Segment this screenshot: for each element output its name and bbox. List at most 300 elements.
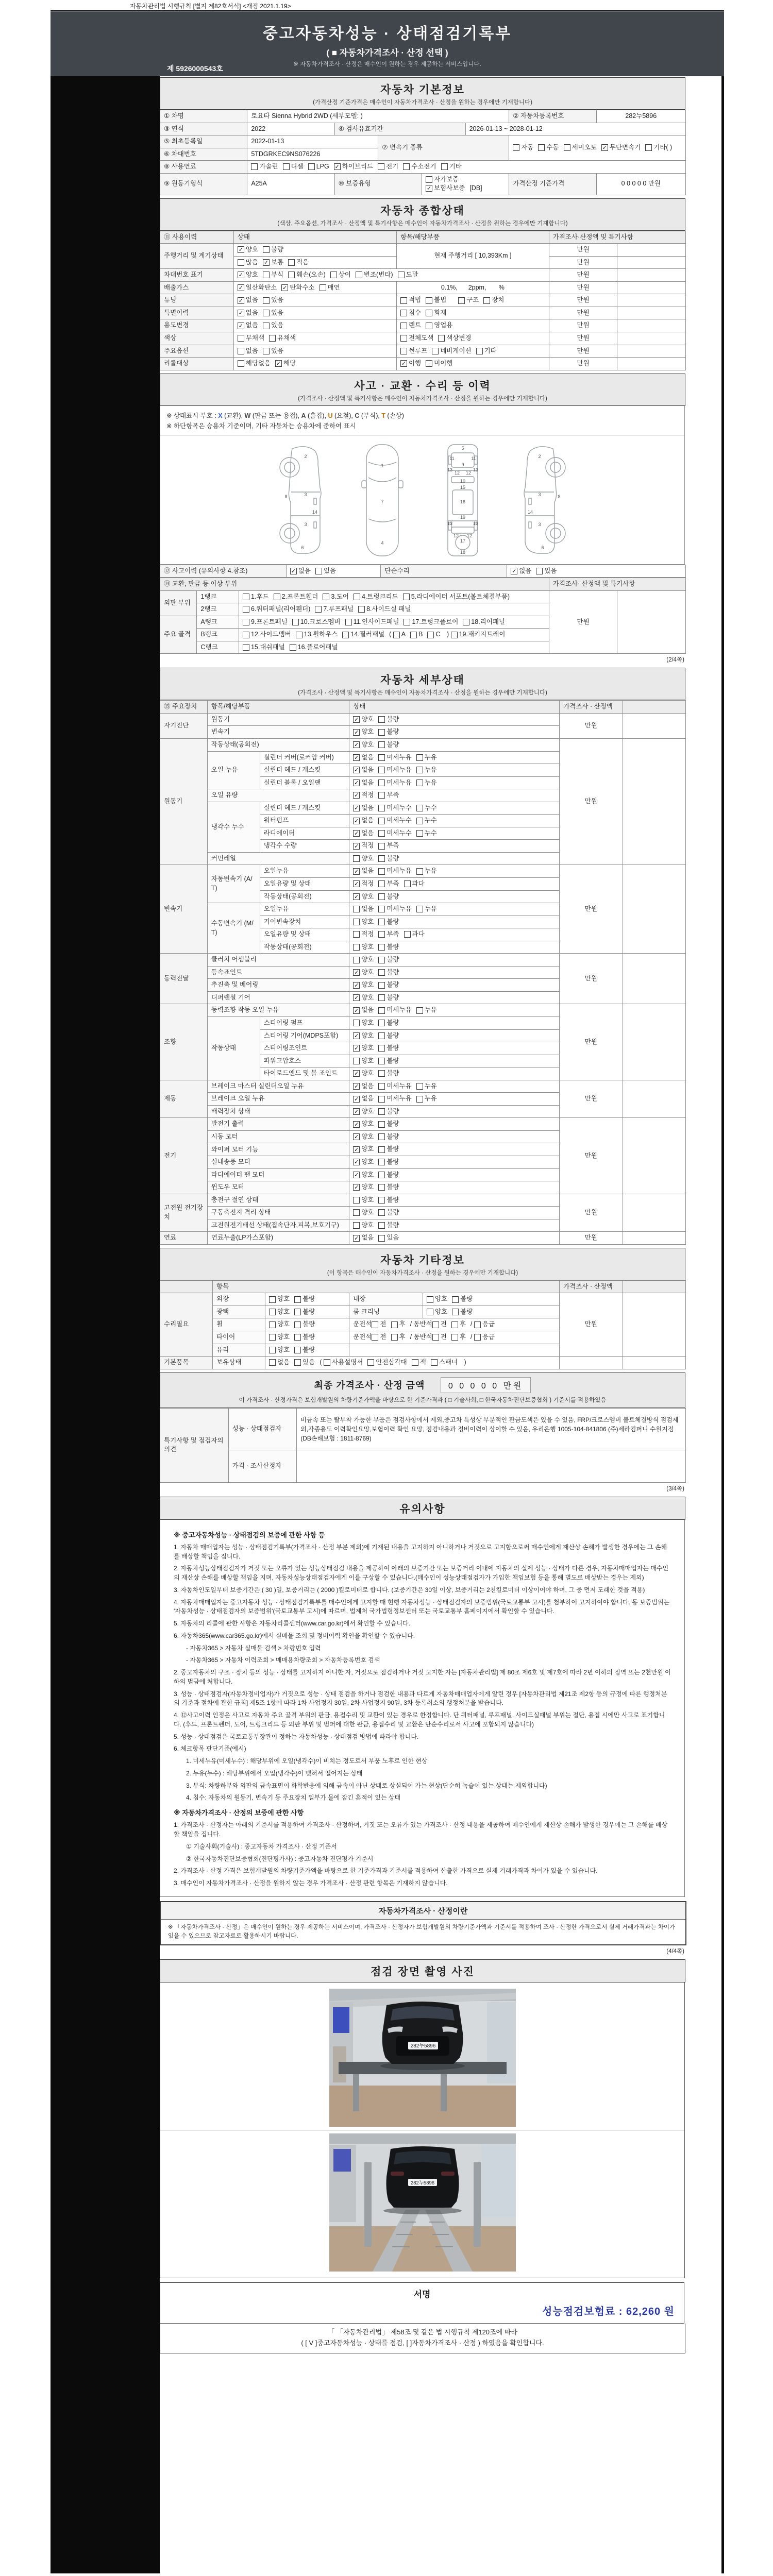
- checkbox-없음[interactable]: [290, 567, 311, 576]
- checkbox-미세누유[interactable]: [378, 867, 411, 876]
- checkbox-불량[interactable]: [378, 715, 399, 724]
- checkbox-불량[interactable]: [452, 1295, 473, 1304]
- checkbox-label: 18.리어패널: [471, 618, 505, 625]
- document-header-note: ※ 자동차가격조사 · 산정은 매수인이 원하는 경우 제공하는 서비스입니다.: [293, 61, 481, 67]
- checkbox-미세누유[interactable]: [378, 753, 411, 762]
- checkbox-8.사이드실 패널[interactable]: [358, 605, 411, 614]
- checkbox-box-icon: [416, 754, 423, 761]
- checkbox-있음[interactable]: [263, 309, 283, 318]
- checkbox-양호[interactable]: [353, 955, 374, 964]
- checkbox-자가보증[interactable]: [426, 175, 459, 184]
- checkbox-label: 1.후드: [250, 592, 269, 600]
- checkbox-누수[interactable]: [416, 829, 437, 838]
- checkbox-네비게이션[interactable]: [432, 347, 471, 356]
- checkbox-불량[interactable]: [378, 1057, 399, 1066]
- checkbox-11.인사이드패널[interactable]: [345, 618, 399, 627]
- checkbox-과다[interactable]: [404, 879, 425, 889]
- checkbox-A[interactable]: [393, 630, 406, 639]
- checkbox-양호[interactable]: [353, 1057, 374, 1066]
- car-part-number-11: 11: [470, 455, 476, 461]
- label-cell: 구동축전지 격리 상태: [207, 1207, 349, 1219]
- value-cell: [349, 1156, 560, 1169]
- checkbox-스패너[interactable]: [431, 1358, 458, 1367]
- license-plate-text-rear: 282누5896: [410, 2180, 434, 2187]
- checkbox-5.라디에이터 서포트(볼트체결부품)[interactable]: [403, 592, 510, 602]
- checkbox-많음[interactable]: [238, 258, 258, 267]
- checkbox-없음[interactable]: [353, 905, 374, 914]
- checkbox-미세누수[interactable]: [378, 804, 411, 813]
- checkbox-box-icon: [263, 323, 270, 329]
- checkbox-group: [353, 1209, 404, 1216]
- checkbox-불량[interactable]: [378, 1196, 399, 1205]
- checkbox-양호[interactable]: [353, 1107, 374, 1116]
- checkbox-불량[interactable]: [378, 892, 399, 902]
- checkbox-16.플로어패널[interactable]: [290, 643, 338, 652]
- checkbox-응급[interactable]: [474, 1320, 495, 1329]
- checkbox-box-icon: [400, 323, 407, 329]
- checkbox-불량[interactable]: [378, 1069, 399, 1078]
- checkbox-보통[interactable]: [263, 258, 283, 267]
- value-cell: 실린더 헤드 / 개스킷: [260, 764, 349, 777]
- label-cell: 전기: [160, 1118, 208, 1194]
- checkbox-양호[interactable]: [353, 1196, 374, 1205]
- checkbox-불법[interactable]: [426, 296, 446, 305]
- checkbox-양호[interactable]: [353, 1221, 374, 1230]
- checkbox-없음[interactable]: [353, 804, 374, 813]
- checkbox-양호[interactable]: [353, 1145, 374, 1154]
- checkbox-17.트렁크플로어[interactable]: [404, 618, 458, 627]
- checkbox-누유[interactable]: [416, 1006, 437, 1015]
- value-cell: [623, 1118, 685, 1194]
- label-cell: 자기진단: [160, 713, 208, 738]
- label-cell: ⑤ 최초등록일: [160, 135, 247, 148]
- checkbox-전체도색[interactable]: [400, 334, 433, 343]
- checkbox-양호[interactable]: [353, 1069, 374, 1078]
- checkbox-누수[interactable]: [416, 816, 437, 825]
- checkbox-box-icon: [238, 259, 244, 266]
- checkbox-13.휠하우스[interactable]: [296, 630, 338, 639]
- value-cell: [509, 135, 686, 161]
- checkbox-18.리어패널[interactable]: [463, 618, 505, 627]
- checkbox-부족[interactable]: [378, 791, 399, 800]
- checkbox-세미오토[interactable]: [564, 143, 597, 152]
- checkbox-양호[interactable]: [353, 980, 374, 990]
- checkbox-양호[interactable]: [353, 1158, 374, 1167]
- checkbox-매연[interactable]: [320, 283, 340, 293]
- checkbox-침수[interactable]: [400, 309, 421, 318]
- label-cell: [623, 701, 685, 714]
- checkbox-불량[interactable]: [378, 1044, 399, 1053]
- checkbox-양호[interactable]: [269, 1346, 290, 1355]
- checkbox-불량[interactable]: [294, 1333, 315, 1342]
- value-cell: 만원: [560, 954, 623, 1004]
- value-cell: 만원: [549, 269, 617, 282]
- table-row: [160, 110, 686, 123]
- checkbox-영업용[interactable]: [426, 321, 452, 330]
- checkbox-label: 불량: [303, 1333, 315, 1341]
- checkbox-불량[interactable]: [378, 1145, 399, 1154]
- checkbox-label: 양호: [361, 1132, 374, 1140]
- checkbox-3.도어[interactable]: [323, 592, 349, 602]
- checkbox-과다[interactable]: [404, 930, 425, 939]
- checkbox-미세누유[interactable]: [378, 1006, 411, 1015]
- checkbox-양호[interactable]: [353, 1183, 374, 1192]
- checkbox-상이[interactable]: [330, 270, 351, 280]
- checkbox-적정[interactable]: [353, 930, 374, 939]
- checkbox-누유[interactable]: [416, 1082, 437, 1091]
- checkbox-없음[interactable]: [353, 816, 374, 825]
- checkbox-누유[interactable]: [416, 905, 437, 914]
- checkbox-label: 불량: [386, 892, 399, 900]
- checkbox-불량[interactable]: [378, 1183, 399, 1192]
- checkbox-group: [290, 567, 341, 574]
- checkbox-디젤[interactable]: [283, 162, 304, 172]
- checkbox-box-icon: [320, 284, 326, 291]
- value-cell: [507, 565, 686, 578]
- checkbox-훼손(오손)[interactable]: [288, 270, 326, 280]
- checkbox-전[interactable]: [432, 1320, 447, 1329]
- checkbox-수동[interactable]: [538, 143, 559, 152]
- checkbox-2.프론트휀더[interactable]: [274, 592, 318, 602]
- checkbox-box-icon: ✓: [354, 1032, 359, 1039]
- checkbox-장치[interactable]: [483, 296, 504, 305]
- checkbox-12.사이드멤버[interactable]: [243, 630, 291, 639]
- checkbox-화재[interactable]: [426, 309, 446, 318]
- checkbox-가솔린[interactable]: [251, 162, 278, 172]
- checkbox-미세누수[interactable]: [378, 829, 411, 838]
- checkbox-B[interactable]: [410, 630, 423, 639]
- checkbox-양호[interactable]: [353, 740, 374, 750]
- checkbox-label: 누유: [424, 778, 437, 786]
- checkbox-없음[interactable]: [238, 309, 258, 318]
- checkbox-없음[interactable]: [238, 296, 258, 305]
- checkbox-불량[interactable]: [378, 1019, 399, 1028]
- checkbox-14.필러패널[interactable]: [342, 630, 384, 639]
- checkbox-불량[interactable]: [294, 1346, 315, 1355]
- checkbox-box-icon: [412, 1359, 418, 1366]
- checkbox-group: [243, 618, 510, 625]
- checkbox-불량[interactable]: [378, 740, 399, 750]
- checkbox-있음[interactable]: [294, 1358, 315, 1367]
- checkbox-미세누유[interactable]: [378, 905, 411, 914]
- checkbox-label: 누유: [424, 753, 437, 761]
- checkbox-양호[interactable]: [427, 1308, 447, 1317]
- checkbox-부족[interactable]: [378, 930, 399, 939]
- checkbox-불량[interactable]: [378, 955, 399, 964]
- value-cell: 만원: [549, 590, 617, 654]
- checkbox-1.후드[interactable]: [243, 592, 269, 602]
- checkbox-불량[interactable]: [378, 1132, 399, 1142]
- car-part-number-16: 16: [460, 499, 465, 504]
- checkbox-전[interactable]: [372, 1320, 386, 1329]
- checkbox-누유[interactable]: [416, 1094, 437, 1104]
- checkbox-양호[interactable]: [238, 245, 258, 255]
- checkbox-불량[interactable]: [263, 245, 283, 255]
- value-cell: 2022-01-13: [247, 135, 378, 148]
- checkbox-group: [353, 1032, 404, 1039]
- checkbox-양호[interactable]: [353, 943, 374, 952]
- table-row: [160, 954, 686, 967]
- checkbox-없음[interactable]: [353, 1233, 374, 1243]
- checkbox-미세누유[interactable]: [378, 1082, 411, 1091]
- legend-mark-desc: (판금 또는 용접),: [250, 412, 301, 419]
- checkbox-없음[interactable]: [353, 829, 374, 838]
- value-cell: [349, 764, 560, 777]
- checkbox-보험사보증[interactable]: [426, 184, 465, 193]
- checkbox-label: 6.쿼터패널(리어휀더): [250, 605, 311, 613]
- checkbox-변조(변타)[interactable]: [356, 270, 393, 280]
- checkbox-없음[interactable]: [238, 321, 258, 330]
- value-cell: [265, 1306, 349, 1318]
- checkbox-box-icon: [378, 1146, 385, 1153]
- checkbox-양호[interactable]: [353, 918, 374, 927]
- checkbox-불량[interactable]: [378, 980, 399, 990]
- section-detail-title: 자동차 세부상태: [380, 674, 465, 687]
- table-row: [160, 1232, 686, 1245]
- checkbox-자동[interactable]: [513, 143, 533, 152]
- checkbox-있음[interactable]: [263, 347, 283, 356]
- value-cell: 기어변속장치: [260, 916, 349, 928]
- checkbox-후[interactable]: [451, 1320, 466, 1329]
- checkbox-15.대쉬패널[interactable]: [243, 643, 285, 652]
- checkbox-전[interactable]: [432, 1333, 447, 1342]
- checkbox-양호[interactable]: [353, 993, 374, 1003]
- checkbox-양호[interactable]: [353, 1031, 374, 1041]
- checkbox-box-icon: [288, 272, 295, 278]
- checkbox-불량[interactable]: [378, 1107, 399, 1116]
- checkbox-미세누수[interactable]: [378, 816, 411, 825]
- checkbox-누수[interactable]: [416, 804, 437, 813]
- checkbox-label: 양호: [361, 918, 374, 925]
- checkbox-누유[interactable]: [416, 766, 437, 775]
- value-cell: 만원: [549, 345, 617, 358]
- checkbox-불량[interactable]: [378, 727, 399, 737]
- checkbox-있음[interactable]: [263, 321, 283, 330]
- checkbox-기타( )[interactable]: [645, 143, 672, 152]
- checkbox-양호[interactable]: [269, 1333, 290, 1342]
- checkbox-불량[interactable]: [378, 1031, 399, 1041]
- car-part-number-3: 3: [537, 521, 541, 527]
- document-number: 제 5926000543호: [167, 64, 223, 73]
- checkbox-6.쿼터패널(리어휀더)[interactable]: [243, 605, 310, 614]
- checkbox-불량[interactable]: [294, 1295, 315, 1304]
- checkbox-적정[interactable]: [353, 841, 374, 851]
- checkbox-양호[interactable]: [353, 1132, 374, 1142]
- checkbox-적음[interactable]: [288, 258, 309, 267]
- checkbox-양호[interactable]: [353, 727, 374, 737]
- checkbox-box-icon: [269, 1321, 276, 1328]
- checkbox-있음[interactable]: [378, 1233, 399, 1243]
- checkbox-양호[interactable]: [269, 1308, 290, 1317]
- checkbox-적정[interactable]: [353, 879, 374, 889]
- checkbox-불량[interactable]: [294, 1320, 315, 1329]
- checkbox-불량[interactable]: [378, 993, 399, 1003]
- checkbox-이행[interactable]: [400, 359, 421, 368]
- checkbox-썬루프[interactable]: [400, 347, 427, 356]
- checkbox-box-icon: [378, 741, 385, 748]
- checkbox-box-icon: [432, 348, 439, 354]
- checkbox-응급[interactable]: [474, 1333, 495, 1342]
- checkbox-불량[interactable]: [378, 1158, 399, 1167]
- checkbox-양호[interactable]: [353, 715, 374, 724]
- checkbox-잭[interactable]: [412, 1358, 426, 1367]
- checkbox-양호[interactable]: [353, 1208, 374, 1217]
- checkbox-불량[interactable]: [378, 854, 399, 863]
- checkbox-있음[interactable]: [315, 567, 336, 576]
- checkbox-도말[interactable]: [398, 270, 418, 280]
- checkbox-label: 가솔린: [259, 163, 278, 170]
- checkbox-무채색[interactable]: [238, 334, 264, 343]
- checkbox-미세누유[interactable]: [378, 1094, 411, 1104]
- checkbox-양호[interactable]: [353, 854, 374, 863]
- checkbox-불량[interactable]: [378, 918, 399, 927]
- checkbox-불량[interactable]: [378, 1171, 399, 1180]
- checkbox-양호[interactable]: [269, 1320, 290, 1329]
- checkbox-무단변속기[interactable]: [601, 143, 641, 152]
- checkbox-없음[interactable]: [353, 766, 374, 775]
- checkbox-일산화탄소[interactable]: [238, 283, 277, 293]
- checkbox-누유[interactable]: [416, 778, 437, 788]
- checkbox-후[interactable]: [391, 1320, 406, 1329]
- car-part-number-14: 14: [312, 509, 317, 515]
- value-cell: [349, 827, 560, 840]
- checkbox-box-icon: [404, 619, 410, 625]
- checkbox-양호[interactable]: [269, 1295, 290, 1304]
- checkbox-label: 전기: [386, 163, 399, 170]
- checkbox-미이행[interactable]: [426, 359, 452, 368]
- checkbox-group: [353, 918, 404, 925]
- checkbox-양호[interactable]: [427, 1295, 447, 1304]
- checkbox-불량[interactable]: [452, 1308, 473, 1317]
- checkbox-구조[interactable]: [458, 296, 479, 305]
- checkbox-없음[interactable]: [353, 1006, 374, 1015]
- checkbox-하이브리드[interactable]: [334, 162, 373, 172]
- checkbox-없음[interactable]: [511, 567, 531, 576]
- checkbox-유채색[interactable]: [269, 334, 296, 343]
- checkbox-label: 누유: [424, 1082, 437, 1090]
- checkbox-group: [353, 1171, 404, 1178]
- checkbox-부족[interactable]: [378, 879, 399, 889]
- checkbox-불량[interactable]: [378, 943, 399, 952]
- legend-mark-A: A: [301, 412, 306, 419]
- section-detail-note: (가격조사 · 산정액 및 특기사항은 매수인이 자동차가격조사 · 산정을 원하는 경우에만 기재합니다): [298, 690, 547, 697]
- checkbox-label: 없음: [361, 867, 374, 875]
- checkbox-9.프론트패널[interactable]: [243, 618, 288, 627]
- checkbox-렌트[interactable]: [400, 321, 421, 330]
- checkbox-탄화수소[interactable]: [281, 283, 314, 293]
- checkbox-불량[interactable]: [378, 968, 399, 977]
- checkbox-box-icon: ✓: [238, 247, 243, 253]
- checkbox-불량[interactable]: [378, 1208, 399, 1217]
- checkbox-box-icon: [243, 632, 249, 638]
- page-marker-2: (2/4쪽): [666, 657, 684, 664]
- checkbox-후[interactable]: [451, 1333, 466, 1342]
- checkbox-label: 불량: [386, 943, 399, 951]
- checkbox-불량[interactable]: [378, 1120, 399, 1129]
- section-etc-note: (이 항목은 매수인이 자동차가격조사 · 산정을 원하는 경우에만 기재합니다): [327, 1269, 518, 1276]
- checkbox-없음[interactable]: [353, 778, 374, 788]
- checkbox-4.트렁크리드[interactable]: [354, 592, 398, 602]
- checkbox-label: 적법: [408, 296, 422, 304]
- checkbox-부족[interactable]: [378, 841, 399, 851]
- checkbox-label: 불량: [386, 1019, 399, 1027]
- checkbox-부식[interactable]: [263, 270, 283, 280]
- checkbox-box-icon: ✓: [354, 1235, 359, 1242]
- checkbox-양호[interactable]: [353, 1019, 374, 1028]
- checkbox-7.루프패널[interactable]: [315, 605, 354, 614]
- checkbox-양호[interactable]: [238, 270, 258, 280]
- overall-condition-table: [160, 231, 686, 370]
- checkbox-색상변경[interactable]: [438, 334, 471, 343]
- checkbox-해당[interactable]: [275, 359, 296, 368]
- label-cell: 차대번호 표기: [160, 269, 234, 282]
- checkbox-없음[interactable]: [353, 867, 374, 876]
- checkbox-양호[interactable]: [353, 1044, 374, 1053]
- checkbox-box-icon: ✓: [282, 285, 288, 292]
- checkbox-C[interactable]: [427, 630, 440, 639]
- checkbox-label: 미세누유: [386, 1006, 412, 1014]
- checkbox-10.크로스멤버[interactable]: [292, 618, 341, 627]
- checkbox-없음[interactable]: [238, 347, 258, 356]
- checkbox-미세누유[interactable]: [378, 766, 411, 775]
- checkbox-label: 양호: [361, 892, 374, 900]
- checkbox-불량[interactable]: [294, 1308, 315, 1317]
- checkbox-전[interactable]: [372, 1333, 386, 1342]
- table-row: [160, 590, 686, 603]
- checkbox-누유[interactable]: [416, 867, 437, 876]
- checkbox-불량[interactable]: [378, 1221, 399, 1230]
- checkbox-사용설명서[interactable]: [324, 1358, 363, 1367]
- checkbox-box-icon: ✓: [354, 1109, 359, 1115]
- checkbox-group: [269, 1295, 320, 1302]
- checkbox-누유[interactable]: [416, 753, 437, 762]
- checkbox-양호[interactable]: [353, 1171, 374, 1180]
- checkbox-기타[interactable]: [476, 347, 497, 356]
- checkbox-label: 양호: [361, 1183, 374, 1191]
- checkbox-후[interactable]: [391, 1333, 406, 1342]
- checkbox-box-icon: [427, 632, 434, 638]
- checkbox-LPG[interactable]: [308, 162, 329, 172]
- notice-item: ① 기술사회(기술사) : 중고자동차 가격조사 · 산정 기준서: [186, 1842, 337, 1850]
- table-row: [160, 281, 686, 294]
- checkbox-기타[interactable]: [441, 162, 462, 172]
- value-cell: 냉각수 수량: [260, 840, 349, 853]
- checkbox-label: 불량: [386, 1120, 399, 1128]
- checkbox-없음[interactable]: [353, 753, 374, 762]
- checkbox-적법[interactable]: [400, 296, 421, 305]
- checkbox-없음[interactable]: [353, 1082, 374, 1091]
- checkbox-수소전기[interactable]: [403, 162, 436, 172]
- checkbox-안전삼각대[interactable]: [367, 1358, 407, 1367]
- checkbox-있음[interactable]: [263, 296, 283, 305]
- checkbox-양호[interactable]: [353, 968, 374, 977]
- checkbox-19.패키지트레이[interactable]: [451, 630, 506, 639]
- checkbox-해당없음[interactable]: [238, 359, 271, 368]
- notice-item: 2. 누유(누수) : 해당부위에서 오일(냉각수)이 맺혀서 떨어지는 상태: [186, 1769, 363, 1777]
- checkbox-label: 전: [440, 1320, 447, 1328]
- checkbox-적정[interactable]: [353, 791, 374, 800]
- checkbox-없음[interactable]: [353, 1094, 374, 1104]
- checkbox-양호[interactable]: [353, 892, 374, 902]
- checkbox-box-icon: ✓: [238, 323, 243, 329]
- checkbox-label: 스패너: [439, 1359, 458, 1366]
- checkbox-없음[interactable]: [269, 1358, 290, 1367]
- checkbox-양호[interactable]: [353, 1120, 374, 1129]
- checkbox-전기[interactable]: [378, 162, 398, 172]
- checkbox-있음[interactable]: [536, 567, 557, 576]
- checkbox-label: 누유: [424, 1006, 437, 1014]
- checkbox-미세누유[interactable]: [378, 778, 411, 788]
